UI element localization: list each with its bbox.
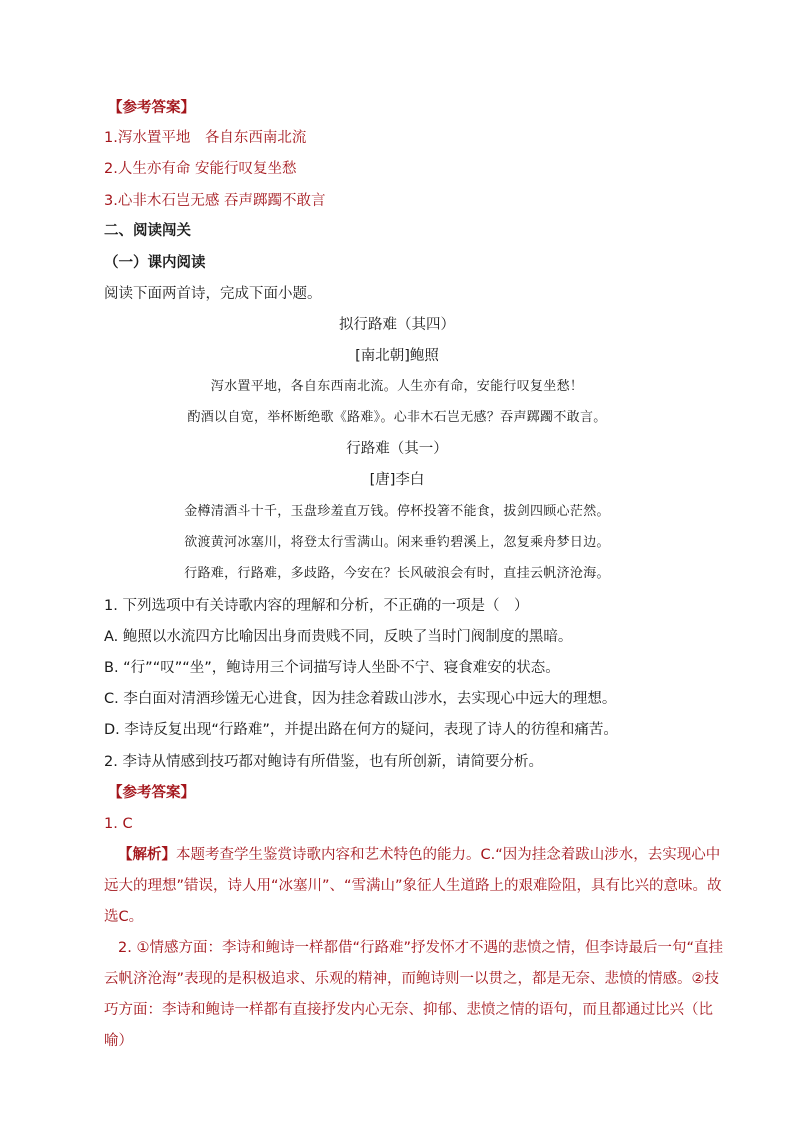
poem-2-title: 行路难（其一） [346,441,448,457]
fill-answer-3: 3.心非木石岂无感 吞声踯躅不敢言 [104,193,326,209]
poem-2-author: [唐]李白 [369,472,425,488]
poem-1-author: [南北朝]鲍照 [355,348,439,364]
instruction-text: 阅读下面两首诗，完成下面小题。 [104,286,322,302]
section-title: 二、阅读闯关 [104,223,191,239]
subsection-title: （一）课内阅读 [104,255,206,271]
question-1: 1. 下列选项中有关诗歌内容的理解和分析，不正确的一项是（ ） [104,598,529,614]
option-b: B. “行”“叹”“坐”，鲍诗用三个词描写诗人坐卧不宁、寝食难安的状态。 [104,660,560,676]
answer-q1: 1. C [104,816,133,832]
answer-header: 【参考答案】 [108,100,195,116]
analysis-label: 【解析】 [118,847,176,863]
analysis-text: 本题考查学生鉴赏诗歌内容和艺术特色的能力。C.“因为挂念着跋山涉水，去实现心中远大的理想”错误，诗人用“冰塞川”、“雪满山”象征人生道路上的艰难险阻，具有比兴的意味。故选C。 [104,847,722,925]
answer-q2-paragraph: 2. ①情感方面：李诗和鲍诗一样都借“行路难”抒发怀才不遇的悲愤之情，但李诗最后一句“直挂云帆济沧海”表现的是积极追求、乐观的精神，而鲍诗则一以贯之，都是无奈、悲愤的情感。②技巧方面：李诗和鲍诗一样都有直接抒发内心无奈、抑郁、悲愤之情的语句，而且都通过比兴（比喻） [104,940,723,1049]
question-2: 2. 李诗从情感到技巧都对鲍诗有所借鉴，也有所创新，请简要分析。 [104,754,543,770]
fill-answer-2: 2.人生亦有命 安能行叹复坐愁 [104,161,297,177]
poem-2-line-2: 欲渡黄河冰塞川，将登太行雪满山。闲来垂钓碧溪上，忽复乘舟梦日边。 [184,535,610,550]
answer-header-2: 【参考答案】 [108,785,195,801]
poem-1-line-2: 酌酒以自宽，举杯断绝歌《路难》。心非木石岂无感？吞声踯躅不敢言。 [187,410,607,425]
fill-answer-1: 1.泻水置平地 各自东西南北流 [104,130,307,146]
option-a: A. 鲍照以水流四方比喻因出身而贵贱不同，反映了当时门阀制度的黑暗。 [104,629,573,645]
analysis-paragraph [104,840,724,933]
poem-1-line-1: 泻水置平地，各自东西南北流。人生亦有命，安能行叹复坐愁！ [210,379,584,394]
option-d: D. 李诗反复出现“行路难”，并提出路在何方的疑问，表现了诗人的彷徨和痛苦。 [104,722,618,738]
poem-2-line-1: 金樽清酒斗十千，玉盘珍羞直万钱。停杯投箸不能食，拔剑四顾心茫然。 [184,504,610,519]
poem-1-title: 拟行路难（其四） [339,317,455,333]
option-c: C. 李白面对清酒珍馐无心进食，因为挂念着跋山涉水，去实现心中远大的理想。 [104,691,617,707]
poem-2-line-3: 行路难，行路难，多歧路，今安在？长风破浪会有时，直挂云帆济沧海。 [184,566,610,581]
